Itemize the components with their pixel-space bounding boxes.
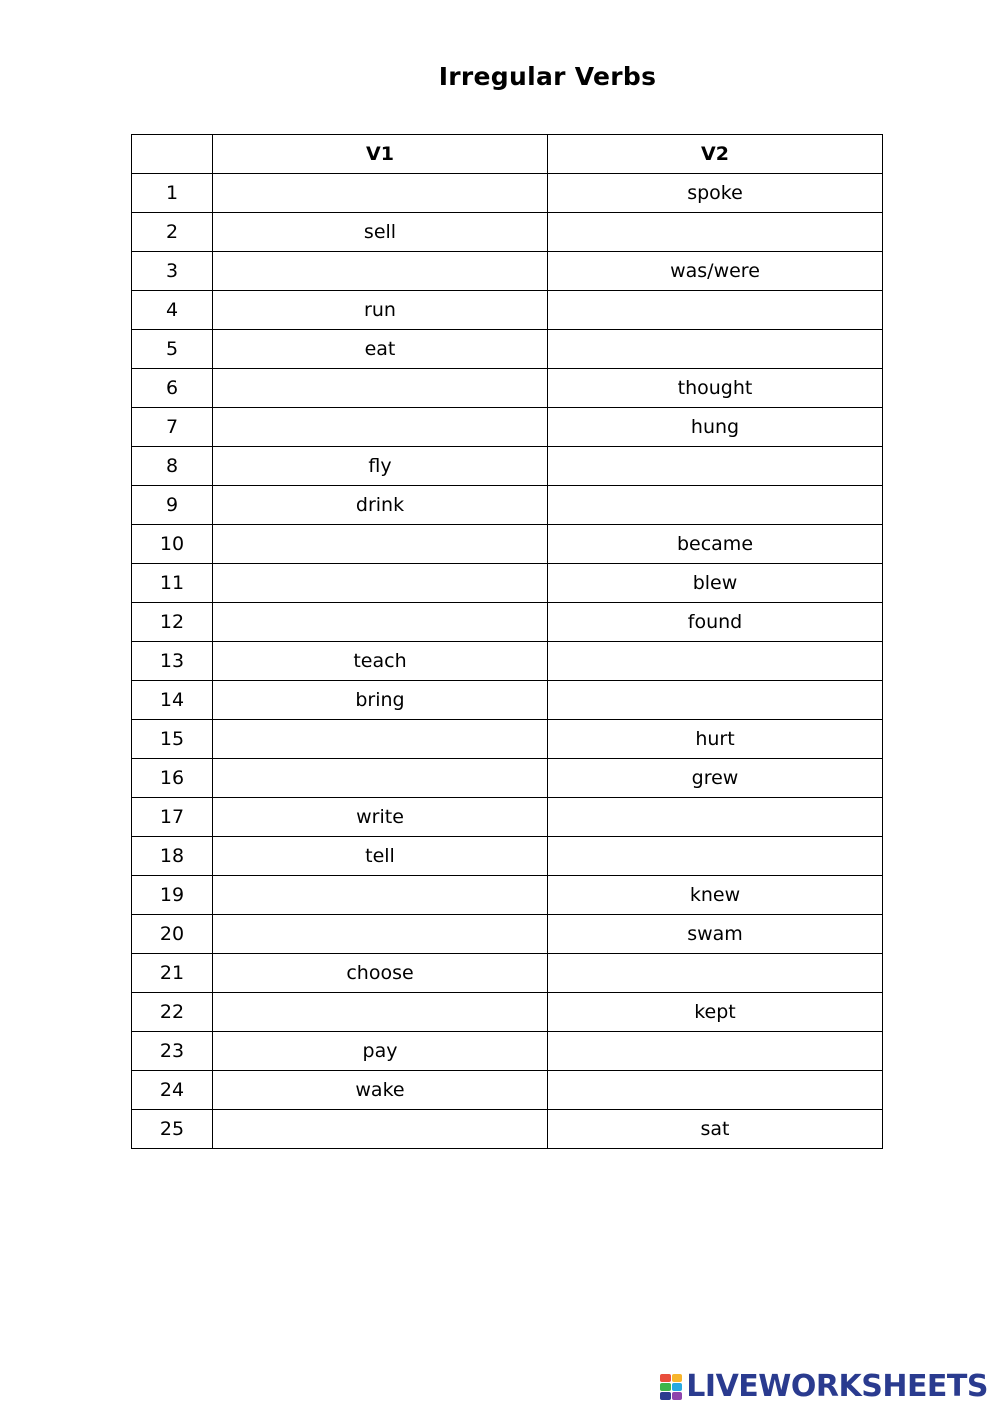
- v2-cell[interactable]: knew: [548, 876, 883, 915]
- verbs-table: [131, 134, 883, 1149]
- v2-cell[interactable]: [548, 681, 883, 720]
- row-number-cell: 11: [132, 564, 213, 603]
- table-row: [132, 915, 883, 954]
- row-number-cell: 9: [132, 486, 213, 525]
- v1-cell[interactable]: [213, 876, 548, 915]
- table-row: [132, 1110, 883, 1149]
- v2-cell[interactable]: found: [548, 603, 883, 642]
- logo-square: [672, 1374, 683, 1382]
- v2-cell[interactable]: sat: [548, 1110, 883, 1149]
- table-row: [132, 252, 883, 291]
- v2-cell[interactable]: [548, 486, 883, 525]
- v1-cell[interactable]: write: [213, 798, 548, 837]
- logo-square: [660, 1383, 671, 1391]
- row-number-cell: 3: [132, 252, 213, 291]
- table-row: [132, 1071, 883, 1110]
- row-number-cell: 22: [132, 993, 213, 1032]
- v1-cell[interactable]: [213, 252, 548, 291]
- v2-cell[interactable]: [548, 447, 883, 486]
- table-row: [132, 291, 883, 330]
- v1-cell[interactable]: teach: [213, 642, 548, 681]
- v1-cell[interactable]: [213, 759, 548, 798]
- table-row: [132, 837, 883, 876]
- table-row: [132, 525, 883, 564]
- table-row: [132, 993, 883, 1032]
- row-number-cell: 23: [132, 1032, 213, 1071]
- v1-cell[interactable]: sell: [213, 213, 548, 252]
- table-row: [132, 720, 883, 759]
- v1-cell[interactable]: [213, 525, 548, 564]
- v1-cell[interactable]: [213, 603, 548, 642]
- v2-cell[interactable]: [548, 213, 883, 252]
- v1-cell[interactable]: eat: [213, 330, 548, 369]
- table-row: [132, 330, 883, 369]
- table-row: [132, 174, 883, 213]
- v2-cell[interactable]: thought: [548, 369, 883, 408]
- row-number-cell: 8: [132, 447, 213, 486]
- v1-cell[interactable]: wake: [213, 1071, 548, 1110]
- header-number: [132, 135, 213, 174]
- liveworksheets-logo-icon: [660, 1374, 682, 1400]
- v2-cell[interactable]: [548, 291, 883, 330]
- logo-square: [660, 1392, 671, 1400]
- logo-square: [672, 1383, 683, 1391]
- v1-cell[interactable]: [213, 369, 548, 408]
- row-number-cell: 17: [132, 798, 213, 837]
- header-v1: V1: [213, 135, 548, 174]
- row-number-cell: 18: [132, 837, 213, 876]
- v2-cell[interactable]: swam: [548, 915, 883, 954]
- row-number-cell: 21: [132, 954, 213, 993]
- v2-cell[interactable]: hung: [548, 408, 883, 447]
- v1-cell[interactable]: [213, 993, 548, 1032]
- liveworksheets-logo: [660, 1369, 988, 1404]
- logo-text: LIVEWORKSHEETS: [686, 1369, 988, 1404]
- row-number-cell: 24: [132, 1071, 213, 1110]
- row-number-cell: 2: [132, 213, 213, 252]
- v2-cell[interactable]: hurt: [548, 720, 883, 759]
- table-row: [132, 213, 883, 252]
- row-number-cell: 13: [132, 642, 213, 681]
- table-row: [132, 603, 883, 642]
- table-row: [132, 564, 883, 603]
- page-title: Irregular Verbs: [438, 62, 657, 91]
- v1-cell[interactable]: tell: [213, 837, 548, 876]
- v1-cell[interactable]: [213, 915, 548, 954]
- v1-cell[interactable]: run: [213, 291, 548, 330]
- row-number-cell: 10: [132, 525, 213, 564]
- v1-cell[interactable]: drink: [213, 486, 548, 525]
- v2-cell[interactable]: [548, 1071, 883, 1110]
- row-number-cell: 7: [132, 408, 213, 447]
- v1-cell[interactable]: [213, 1110, 548, 1149]
- v2-cell[interactable]: [548, 642, 883, 681]
- row-number-cell: 25: [132, 1110, 213, 1149]
- row-number-cell: 6: [132, 369, 213, 408]
- row-number-cell: 15: [132, 720, 213, 759]
- v2-cell[interactable]: spoke: [548, 174, 883, 213]
- table-row: [132, 759, 883, 798]
- v2-cell[interactable]: [548, 330, 883, 369]
- v2-cell[interactable]: grew: [548, 759, 883, 798]
- row-number-cell: 4: [132, 291, 213, 330]
- v1-cell[interactable]: [213, 564, 548, 603]
- row-number-cell: 20: [132, 915, 213, 954]
- v2-cell[interactable]: [548, 1032, 883, 1071]
- table-row: [132, 486, 883, 525]
- v1-cell[interactable]: [213, 174, 548, 213]
- table-row: [132, 369, 883, 408]
- table-header-row: [132, 135, 883, 174]
- row-number-cell: 16: [132, 759, 213, 798]
- v1-cell[interactable]: choose: [213, 954, 548, 993]
- v2-cell[interactable]: was/were: [548, 252, 883, 291]
- v2-cell[interactable]: [548, 798, 883, 837]
- v2-cell[interactable]: blew: [548, 564, 883, 603]
- v1-cell[interactable]: pay: [213, 1032, 548, 1071]
- row-number-cell: 1: [132, 174, 213, 213]
- table-row: [132, 447, 883, 486]
- logo-square: [660, 1374, 671, 1382]
- v2-cell[interactable]: [548, 837, 883, 876]
- table-row: [132, 876, 883, 915]
- table-row: [132, 681, 883, 720]
- row-number-cell: 12: [132, 603, 213, 642]
- v1-cell[interactable]: bring: [213, 681, 548, 720]
- v2-cell[interactable]: became: [548, 525, 883, 564]
- logo-square: [672, 1392, 683, 1400]
- row-number-cell: 5: [132, 330, 213, 369]
- table-row: [132, 798, 883, 837]
- v1-cell[interactable]: fly: [213, 447, 548, 486]
- table-row: [132, 642, 883, 681]
- row-number-cell: 19: [132, 876, 213, 915]
- v1-cell[interactable]: [213, 720, 548, 759]
- row-number-cell: 14: [132, 681, 213, 720]
- table-row: [132, 954, 883, 993]
- v1-cell[interactable]: [213, 408, 548, 447]
- table-row: [132, 1032, 883, 1071]
- v2-cell[interactable]: [548, 954, 883, 993]
- header-v2: V2: [548, 135, 883, 174]
- table-row: [132, 408, 883, 447]
- v2-cell[interactable]: kept: [548, 993, 883, 1032]
